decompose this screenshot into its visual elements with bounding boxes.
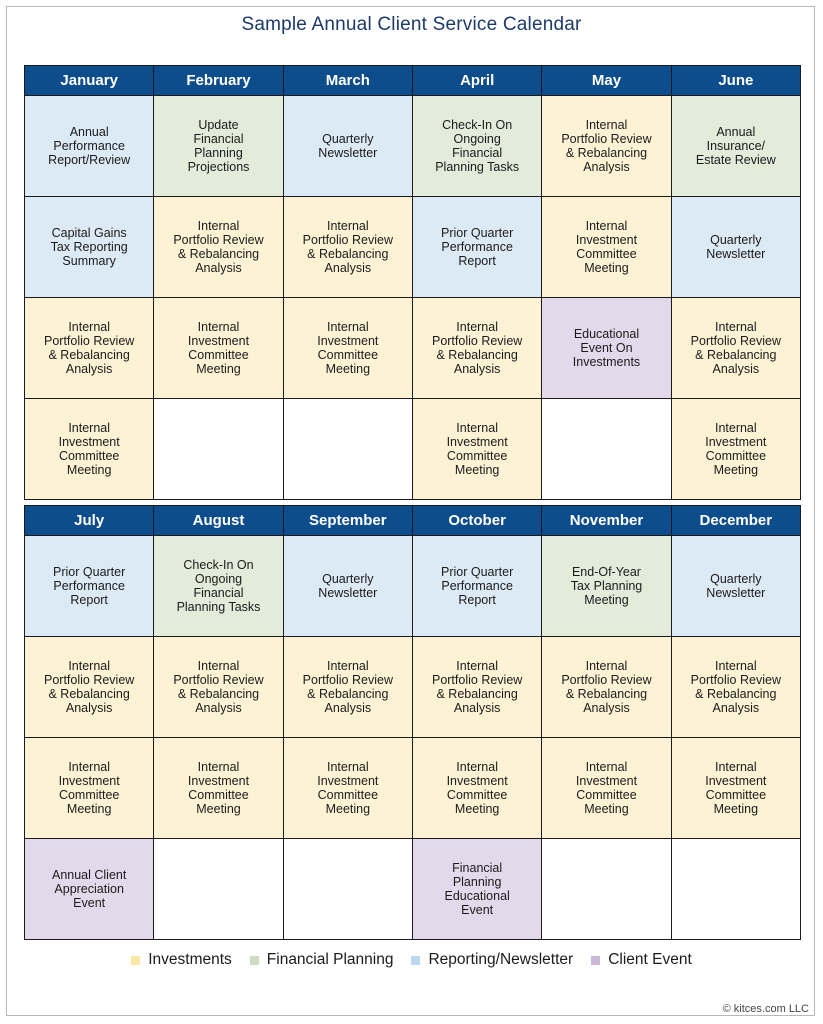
- month-header: May: [542, 66, 671, 96]
- task-label: Internal Investment Committee Meeting: [446, 421, 508, 477]
- task-cell: [25, 399, 154, 500]
- task-cell: [671, 197, 800, 298]
- copyright-credit: © kitces.com LLC: [722, 1003, 809, 1015]
- empty-cell: [671, 839, 800, 940]
- legend-swatch-financial-planning: [250, 956, 259, 965]
- task-cell: [671, 536, 800, 637]
- task-cell: [671, 96, 800, 197]
- task-label: Internal Portfolio Review & Rebalancing Analysis: [431, 320, 523, 376]
- empty-cell: [154, 839, 283, 940]
- task-cell: [283, 738, 412, 839]
- task-cell: [25, 637, 154, 738]
- task-label: Internal Portfolio Review & Rebalancing Analysis: [173, 659, 264, 715]
- task-label: Quarterly Newsletter: [706, 233, 766, 261]
- task-cell: [154, 96, 283, 197]
- task-cell: [25, 536, 154, 637]
- task-label: Internal Portfolio Review & Rebalancing Analysis: [561, 659, 652, 715]
- empty-cell: [542, 839, 671, 940]
- task-cell: [671, 399, 800, 500]
- task-cell: [25, 96, 154, 197]
- task-label: Internal Portfolio Review & Rebalancing Analysis: [44, 659, 135, 715]
- task-label: Quarterly Newsletter: [318, 132, 378, 160]
- task-cell: [412, 536, 541, 637]
- month-header-row: [25, 506, 801, 536]
- task-row: [25, 399, 801, 500]
- task-label: Check-In On Ongoing Financial Planning Tasks: [176, 558, 261, 614]
- task-cell: [25, 298, 154, 399]
- legend-swatch-reporting-newsletter: [411, 956, 420, 965]
- empty-cell: [154, 399, 283, 500]
- task-cell: [542, 197, 671, 298]
- task-cell: [671, 298, 800, 399]
- task-grid: [25, 536, 801, 940]
- legend-item-reporting-newsletter: [411, 951, 573, 969]
- task-label: Internal Investment Committee Meeting: [187, 760, 250, 816]
- month-header: June: [671, 66, 800, 96]
- legend: [0, 951, 823, 969]
- legend-label: Investments: [148, 951, 232, 968]
- task-label: Internal Investment Committee Meeting: [446, 760, 508, 816]
- task-row: [25, 738, 801, 839]
- task-row: [25, 197, 801, 298]
- task-label: Internal Portfolio Review & Rebalancing Analysis: [690, 659, 781, 715]
- task-cell: [154, 197, 283, 298]
- task-grid: [25, 96, 801, 500]
- empty-cell: [283, 399, 412, 500]
- legend-item-investments: [131, 951, 232, 969]
- task-cell: [25, 839, 154, 940]
- month-header: March: [283, 66, 412, 96]
- task-label: Annual Insurance/ Estate Review: [695, 125, 776, 167]
- empty-cell: [283, 839, 412, 940]
- task-cell: [283, 536, 412, 637]
- legend-swatch-client-event: [591, 956, 600, 965]
- task-label: Internal Portfolio Review & Rebalancing Analysis: [173, 219, 264, 275]
- task-label: Internal Portfolio Review & Rebalancing Analysis: [561, 118, 652, 174]
- legend-swatch-investments: [131, 956, 140, 965]
- month-header: October: [412, 506, 541, 536]
- task-cell: [671, 738, 800, 839]
- task-label: Internal Investment Committee Meeting: [187, 320, 250, 376]
- task-label: Annual Performance Report/Review: [48, 125, 131, 167]
- month-header: August: [154, 506, 283, 536]
- task-cell: [542, 536, 671, 637]
- task-label: Educational Event On Investments: [572, 327, 641, 369]
- task-row: [25, 839, 801, 940]
- task-label: Annual Client Appreciation Event: [51, 868, 127, 910]
- task-label: Capital Gains Tax Reporting Summary: [50, 226, 128, 268]
- calendar-second-half: [24, 505, 801, 940]
- task-cell: [283, 197, 412, 298]
- task-cell: [154, 536, 283, 637]
- task-cell: [542, 738, 671, 839]
- task-cell: [154, 298, 283, 399]
- task-label: Internal Investment Committee Meeting: [317, 320, 379, 376]
- task-cell: [412, 738, 541, 839]
- task-label: Internal Investment Committee Meeting: [575, 219, 638, 275]
- task-cell: [542, 298, 671, 399]
- task-label: End-Of-Year Tax Planning Meeting: [570, 565, 643, 607]
- task-cell: [412, 637, 541, 738]
- task-cell: [542, 637, 671, 738]
- legend-label: Financial Planning: [266, 951, 394, 968]
- task-cell: [412, 197, 541, 298]
- task-label: Internal Portfolio Review & Rebalancing Analysis: [302, 219, 393, 275]
- empty-cell: [542, 399, 671, 500]
- month-header: September: [283, 506, 412, 536]
- task-cell: [283, 298, 412, 399]
- task-cell: [412, 298, 541, 399]
- task-label: Internal Investment Committee Meeting: [705, 760, 767, 816]
- task-cell: [542, 96, 671, 197]
- task-label: Internal Portfolio Review & Rebalancing Analysis: [302, 659, 393, 715]
- month-header: November: [542, 506, 671, 536]
- task-label: Internal Investment Committee Meeting: [575, 760, 638, 816]
- task-label: Prior Quarter Performance Report: [441, 565, 514, 607]
- task-label: Internal Investment Committee Meeting: [705, 421, 767, 477]
- legend-item-client-event: [591, 951, 692, 969]
- task-cell: [671, 637, 800, 738]
- task-label: Internal Investment Committee Meeting: [58, 760, 120, 816]
- task-cell: [283, 96, 412, 197]
- month-header: February: [154, 66, 283, 96]
- task-label: Check-In On Ongoing Financial Planning Tasks: [435, 118, 520, 174]
- task-label: Internal Portfolio Review & Rebalancing Analysis: [690, 320, 781, 376]
- task-row: [25, 298, 801, 399]
- task-label: Financial Planning Educational Event: [444, 861, 510, 917]
- legend-item-financial-planning: [250, 951, 394, 969]
- task-row: [25, 637, 801, 738]
- task-cell: [412, 839, 541, 940]
- task-cell: [154, 637, 283, 738]
- task-cell: [412, 96, 541, 197]
- task-label: Update Financial Planning Projections: [187, 118, 250, 174]
- month-header: July: [25, 506, 154, 536]
- task-label: Quarterly Newsletter: [706, 572, 766, 600]
- task-label: Internal Portfolio Review & Rebalancing Analysis: [431, 659, 523, 715]
- task-label: Prior Quarter Performance Report: [53, 565, 126, 607]
- task-cell: [25, 738, 154, 839]
- task-row: [25, 536, 801, 637]
- task-label: Quarterly Newsletter: [318, 572, 378, 600]
- month-header: January: [25, 66, 154, 96]
- legend-label: Client Event: [608, 951, 692, 968]
- task-cell: [412, 399, 541, 500]
- task-cell: [283, 637, 412, 738]
- task-cell: [154, 738, 283, 839]
- calendar-first-half: [24, 65, 801, 500]
- month-header: April: [412, 66, 541, 96]
- task-cell: [25, 197, 154, 298]
- page-title: Sample Annual Client Service Calendar: [241, 14, 582, 35]
- task-label: Internal Portfolio Review & Rebalancing Analysis: [44, 320, 135, 376]
- task-label: Internal Investment Committee Meeting: [317, 760, 379, 816]
- task-label: Internal Investment Committee Meeting: [58, 421, 120, 477]
- legend-label: Reporting/Newsletter: [428, 951, 574, 968]
- task-row: [25, 96, 801, 197]
- month-header: December: [671, 506, 800, 536]
- month-header-row: [25, 66, 801, 96]
- task-label: Prior Quarter Performance Report: [441, 226, 514, 268]
